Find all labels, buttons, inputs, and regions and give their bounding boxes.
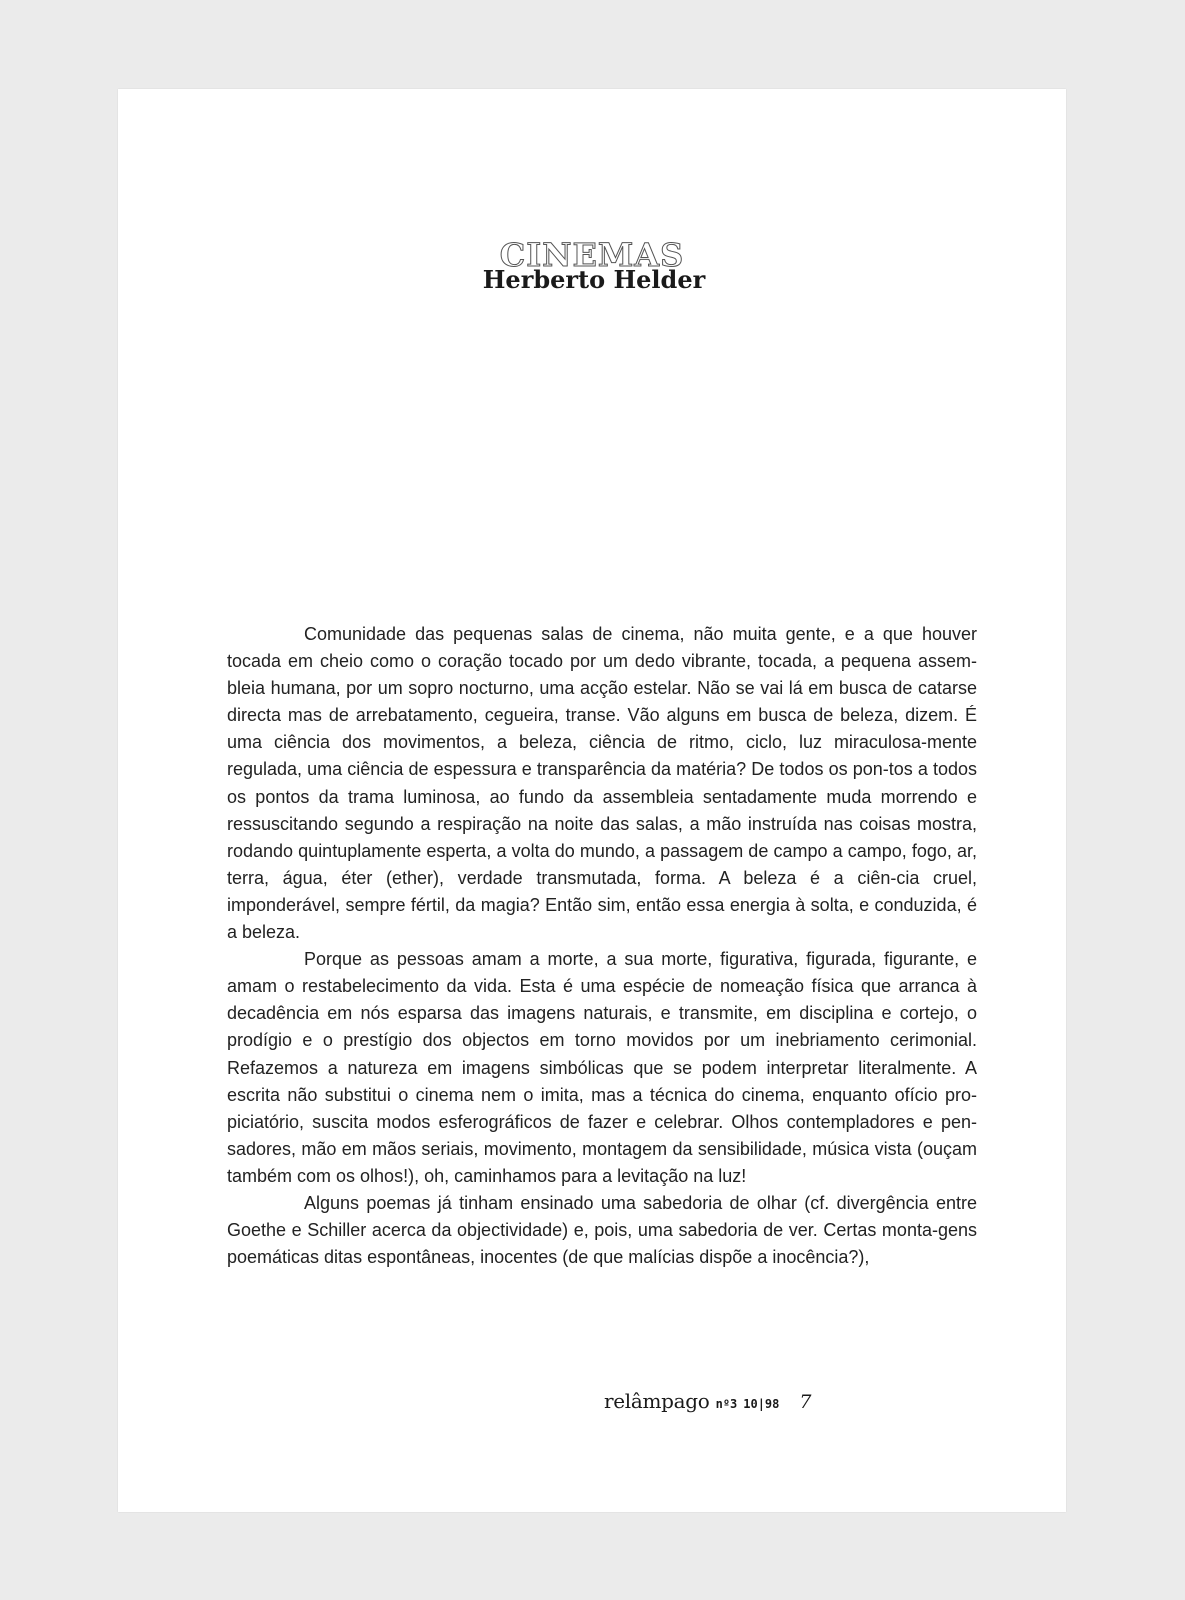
author-name: Herberto Helder: [482, 265, 706, 294]
section-title: CINEMAS: [499, 236, 685, 274]
journal-name: relâmpago: [604, 1389, 710, 1413]
issue-number: nº3: [715, 1397, 738, 1411]
issue-date: 10|98: [743, 1397, 780, 1411]
paragraph-2: Porque as pessoas amam a morte, a sua morte, figurativa, figurada, figurante, e amam o restabelecimento da vida. Esta é uma espécie de nomeação física que arranca à decadência em nós esparsa das imagens naturais, e transmite, em disciplina e cortejo, o prodígio e o prestígio dos objectos em torno movidos por um inebriamento cerimonial. Refazemos a natureza em imagens simbólicas que se podem interpretar literalmente. A escrita não substitui o cinema nem o imita, mas a técnica do cinema, enquanto ofício pro-piciatório, suscita modos esferográficos de fazer e celebrar. Olhos contempladores e pen-sadores, mão em mãos seriais, movimento, montagem da sensibilidade, música vista (ouçam também com os olhos!), oh, caminhamos para a levitação na luz!: [227, 949, 977, 1186]
document-page: [118, 89, 1066, 1512]
paragraph-3: Alguns poemas já tinham ensinado uma sabedoria de olhar (cf. divergência entre Goethe e Schiller acerca da objectividade) e, pois, uma sabedoria de ver. Certas monta-gens poemáticas ditas espontâneas, inocentes (de que malícias dispõe a inocência?),: [227, 1192, 977, 1268]
page-footer: [604, 1389, 811, 1413]
paragraph-1: Comunidade das pequenas salas de cinema, não muita gente, e a que houver tocada em cheio como o coração tocado por um dedo vibrante, tocada, a pequena assem-bleia humana, por um sopro nocturno, uma acção estelar. Não se vai lá em busca de catarse directa mas de arrebatamento, cegueira, transe. Vão alguns em busca de beleza, dizem. É uma ciência dos movimentos, a beleza, ciência de ritmo, ciclo, luz miraculosa-mente regulada, uma ciência de espessura e transparência da matéria? De todos os pon-tos a todos os pontos da trama luminosa, ao fundo da assembleia sentadamente muda morrendo e ressuscitando segundo a respiração na noite das salas, a mão instruída nas coisas mostra, rodando quintuplamente esperta, a volta do mundo, a passagem de campo a campo, fogo, ar, terra, água, éter (ether), verdade transmutada, forma. A beleza é a ciên-cia cruel, imponderável, sempre fértil, da magia? Então sim, então essa energia à solta, e conduzida, é a beleza.: [227, 624, 977, 943]
page-number: 7: [799, 1391, 812, 1413]
article-body: [227, 621, 977, 1271]
title-block: [118, 236, 1066, 294]
